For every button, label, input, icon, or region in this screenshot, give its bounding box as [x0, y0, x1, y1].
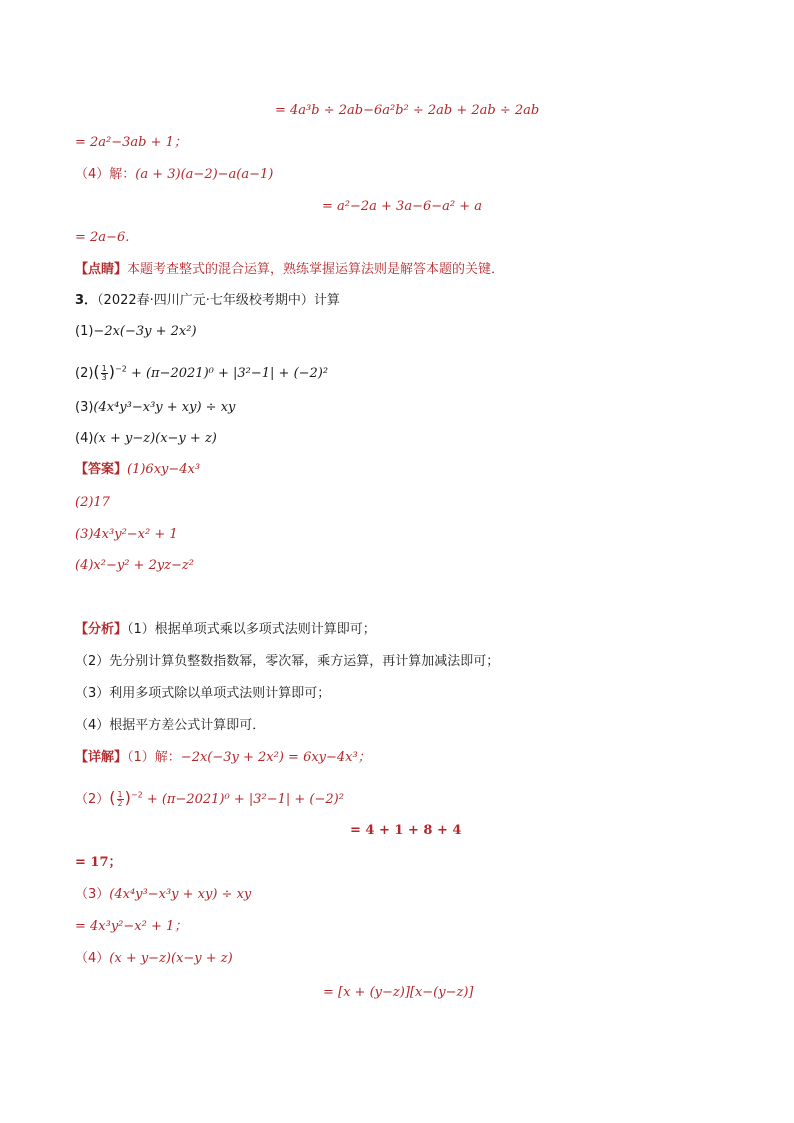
analysis-line-1	[75, 621, 376, 639]
question-number: 3．	[75, 293, 98, 308]
detail-1-expression: −2x(−3y + 2x²) = 6xy−4x³；	[180, 750, 371, 765]
detail-2-expression: + (π−2021)⁰ + |3²−1| + (−2)²	[146, 792, 344, 807]
fraction-2: $\frac{1}{2}$	[117, 790, 123, 808]
fraction-exponent: −2	[115, 364, 127, 374]
analysis-line-3: （3）利用多项式除以单项式法则计算即可；	[75, 686, 331, 701]
part-4-label: (4)	[75, 431, 94, 446]
detail-3-label: （3）	[75, 887, 110, 902]
fraction-2-exponent: −2	[130, 790, 143, 800]
analysis-line-2: （2）先分别计算负整数指数幂，零次幂，乘方运算，再计算加减法即可；	[75, 654, 500, 669]
detail-4-label: （4）	[75, 951, 110, 966]
question-3-part-4	[75, 430, 217, 448]
answer-4: (4)x²−y² + 2yz−z²	[75, 558, 194, 573]
solution-4-line	[75, 166, 273, 184]
step-line-4: = a²−2a + 3a−6−a² + a	[322, 199, 483, 214]
answer-1: (1)6xy−4x³	[127, 462, 201, 477]
analysis-1-text: （1）根据单项式乘以多项式法则计算即可；	[127, 622, 376, 637]
analysis-line-4: （4）根据平方差公式计算即可．	[75, 718, 266, 733]
detail-2-label: （2）	[75, 792, 110, 807]
part-2-expression: + (π−2021)⁰ + |3²−1| + (−2)²	[130, 366, 329, 381]
part-3-expression: (4x⁴y³−x³y + xy) ÷ xy	[93, 400, 236, 415]
answer-2: (2)17	[75, 495, 110, 510]
detail-tag: 【详解】	[75, 750, 128, 765]
detail-line-2: （2）( $\frac{1}{2}$ )$^{-2}$ + (π−2021)⁰ + |3²−1| + (−2)²	[75, 788, 344, 808]
detail-2-step: = 4 + 1 + 8 + 4	[350, 823, 462, 838]
question-3-part-2: (2)( $\frac{1}{3}$ )$^{-2}$ + (π−2021)⁰ + |3²−1| + (−2)²	[75, 362, 329, 382]
part-1-label: (1)	[75, 324, 94, 339]
answer-3: (3)4x³y²−x² + 1	[75, 527, 178, 542]
detail-1-label: （1）解：	[127, 750, 181, 765]
detail-3-expression: (4x⁴y³−x³y + xy) ÷ xy	[109, 887, 252, 902]
detail-line-4	[75, 950, 233, 968]
part-2-label: (2)	[75, 366, 94, 381]
detail-3-result: = 4x³y²−x² + 1；	[75, 919, 188, 934]
dianjing-line	[75, 261, 504, 279]
dianjing-text: 本题考查整式的混合运算，熟练掌握运算法则是解答本题的关键．	[127, 262, 505, 277]
step-line-2: = 2a²−3ab + 1；	[75, 135, 187, 150]
detail-2-result: = 17；	[75, 855, 122, 870]
solution-4-label: （4）解：	[75, 167, 136, 182]
part-3-label: (3)	[75, 400, 94, 415]
fraction: $\frac{1}{3}$	[101, 364, 107, 382]
question-source: （2022春·四川广元·七年级校考期中）计算	[97, 293, 340, 308]
dianjing-tag: 【点睛】	[75, 262, 128, 277]
question-3-part-3	[75, 399, 235, 417]
solution-4-expression: (a + 3)(a−2)−a(a−1)	[135, 167, 274, 182]
detail-4-expression: (x + y−z)(x−y + z)	[109, 951, 233, 966]
part-1-expression: −2x(−3y + 2x²)	[93, 324, 197, 339]
question-3-part-1	[75, 323, 197, 341]
answer-line	[75, 461, 200, 479]
question-3-title	[75, 292, 340, 310]
detail-line-1	[75, 749, 371, 767]
step-line-1: = 4a³b ÷ 2ab−6a²b² ÷ 2ab + 2ab ÷ 2ab	[275, 103, 540, 118]
detail-4-step: = [x + (y−z)][x−(y−z)]	[323, 985, 474, 1000]
analysis-tag: 【分析】	[75, 622, 128, 637]
part-4-expression: (x + y−z)(x−y + z)	[93, 431, 217, 446]
step-line-5: = 2a−6.	[75, 230, 130, 245]
detail-line-3	[75, 886, 251, 904]
answer-tag: 【答案】	[75, 462, 128, 477]
